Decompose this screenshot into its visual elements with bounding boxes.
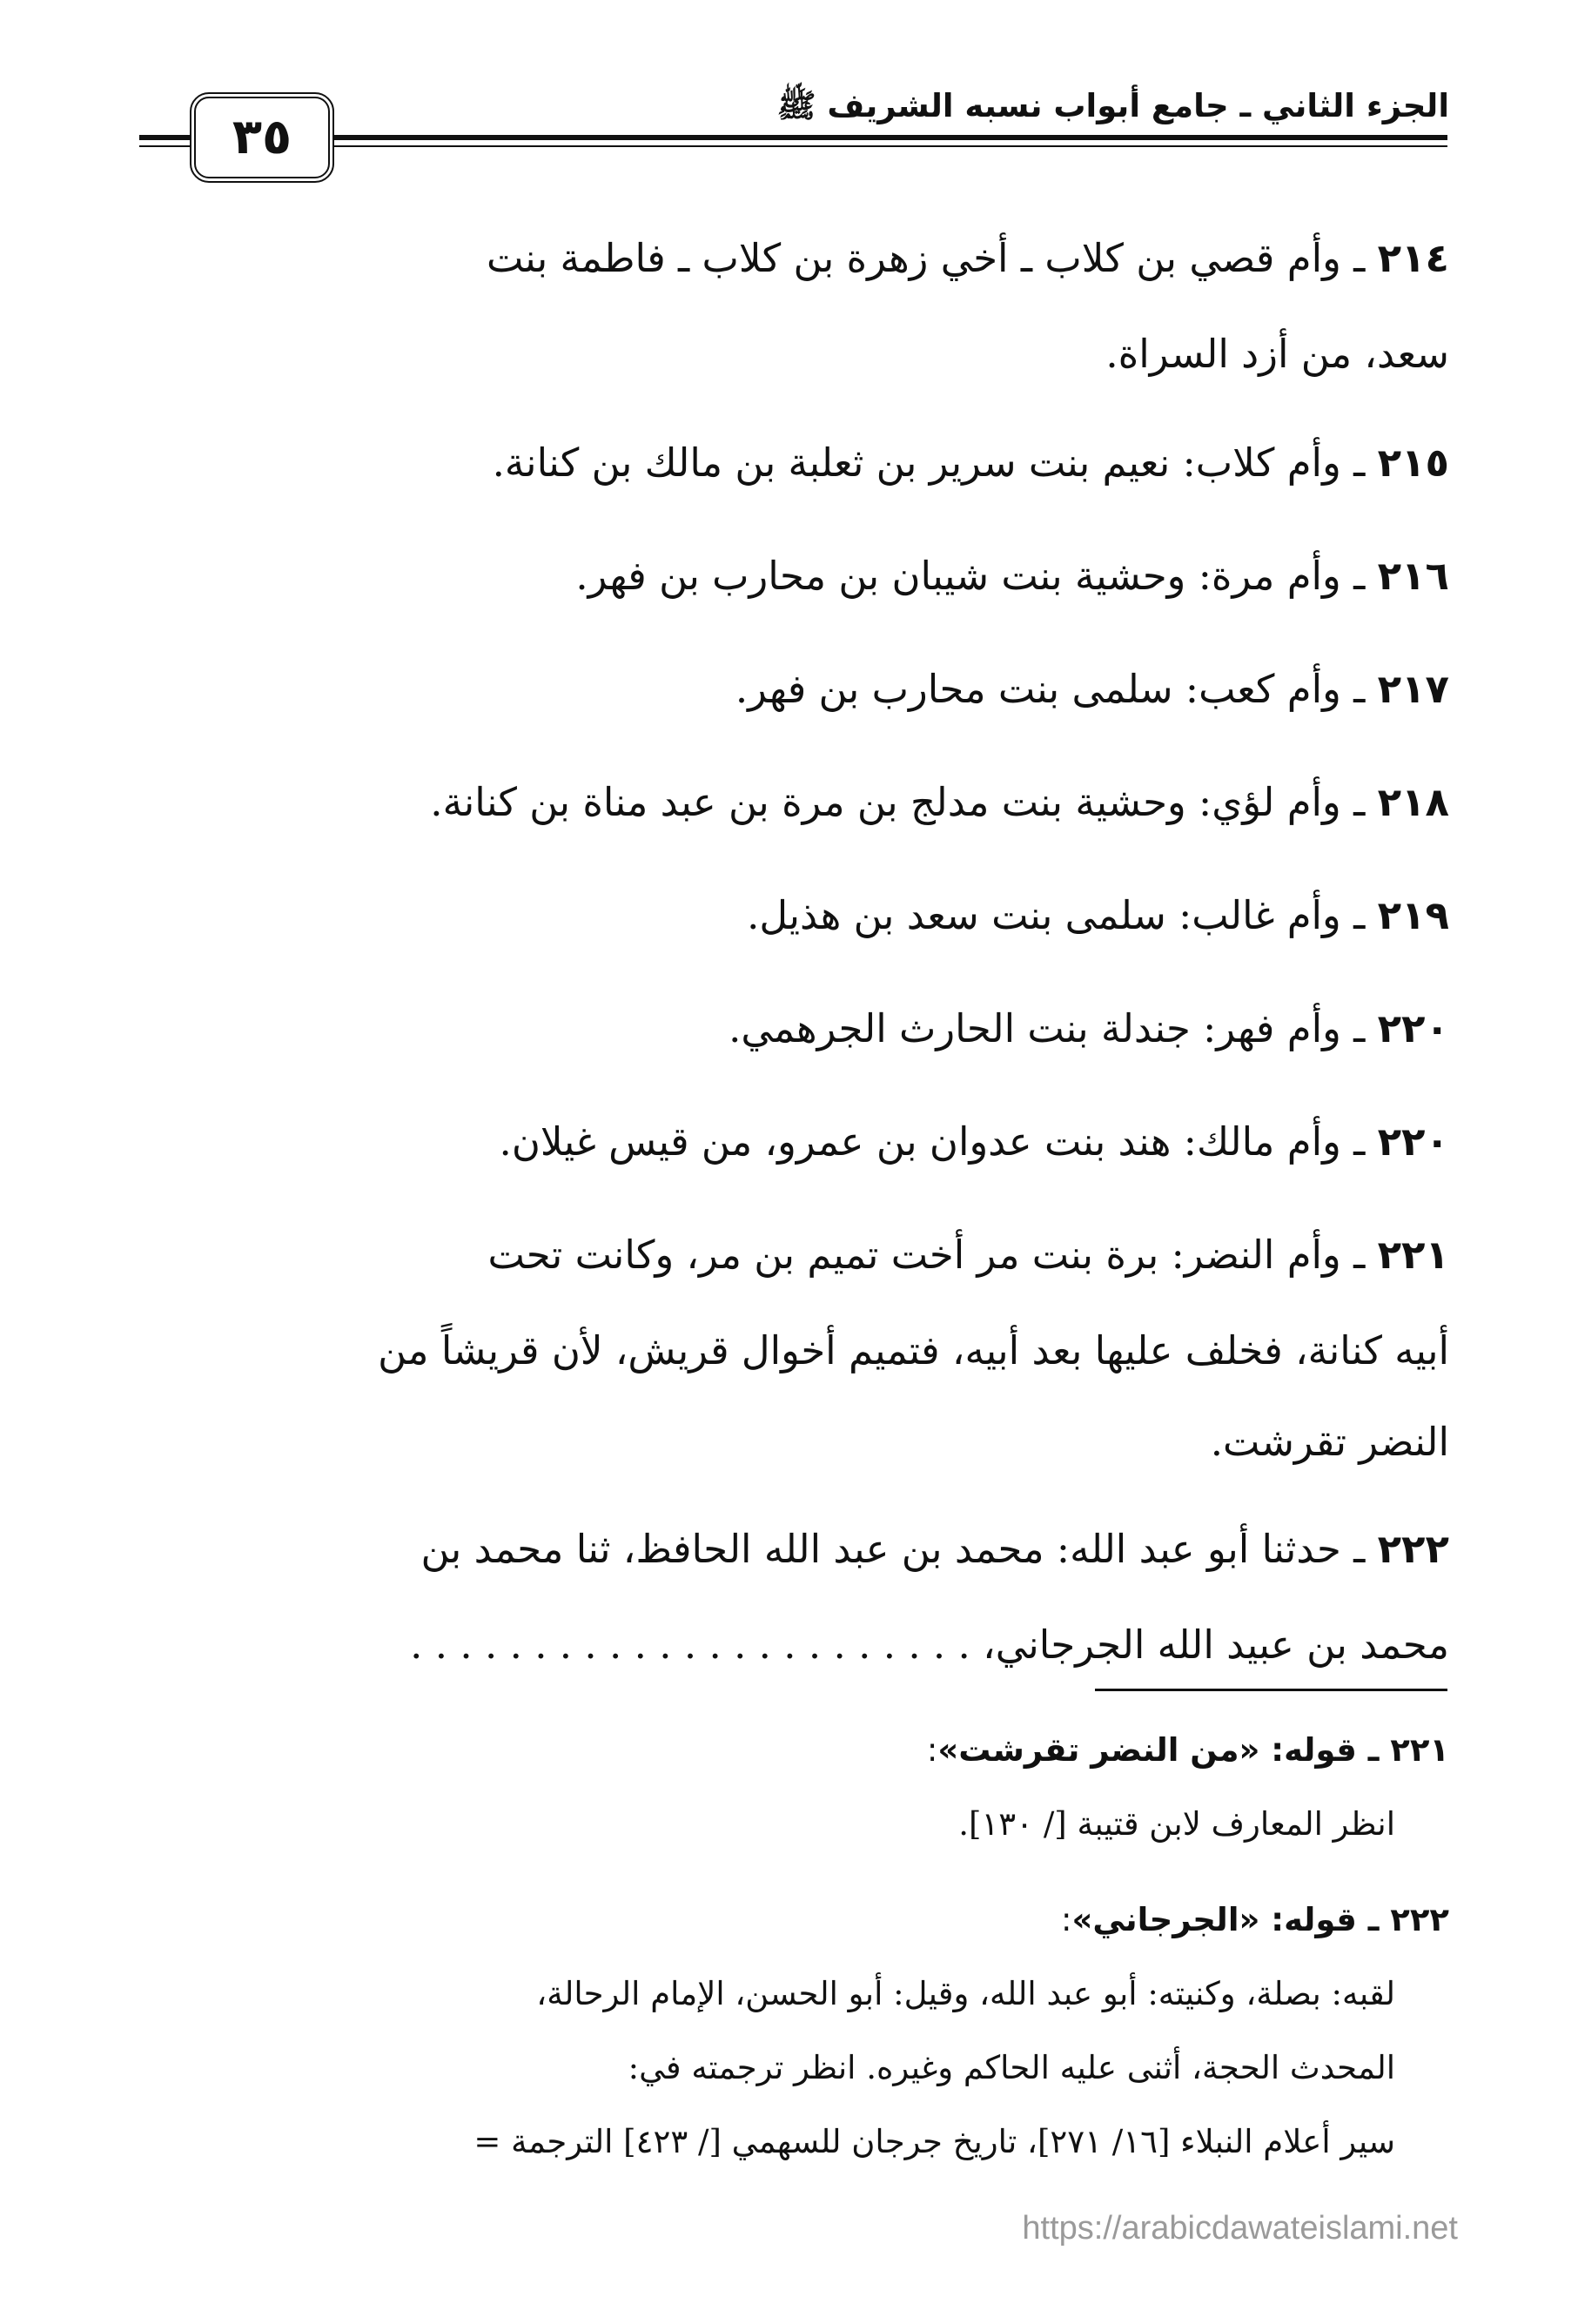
entry-number: ٢٢٠	[1377, 1005, 1449, 1051]
footnote-221-body	[958, 1799, 1395, 1850]
entry-number: ٢١٦	[1377, 553, 1449, 599]
entry-number: ٢٢١	[1377, 1232, 1449, 1278]
paragraph-218	[430, 772, 1449, 833]
line-text: ـ وأم كلاب: نعيم بنت سرير بن ثعلبة بن مالك بن كنانة.	[492, 440, 1378, 486]
header-rule-thick	[139, 135, 1447, 140]
paragraph-216	[575, 546, 1449, 607]
page-number-frame	[190, 92, 334, 183]
paragraph-222-line-2	[410, 1615, 1449, 1676]
footnote-text: :	[926, 1731, 938, 1769]
paragraph-221-line-3	[1211, 1412, 1449, 1473]
footnote-221-heading	[927, 1725, 1449, 1776]
line-text: محمد بن عبيد الله الجرجاني،	[970, 1622, 1449, 1668]
watermark-url: https://arabicdawateislami.net	[1022, 2210, 1458, 2247]
running-title: الجزء الثاني ـ جامع أبواب نسبه الشريف ﷺ	[776, 87, 1449, 124]
footnote-label: ٢٢١ ـ قوله: «من النضر تقرشت»	[937, 1731, 1449, 1769]
entry-number: ٢١٩	[1377, 892, 1449, 938]
footnote-separator	[1095, 1689, 1447, 1691]
line-text: النضر تقرشت.	[1210, 1419, 1449, 1465]
line-text: ـ وأم مرة: وحشية بنت شيبان بن محارب بن فهر.	[575, 553, 1378, 599]
line-text: ـ وأم مالك: هند بنت عدوان بن عمرو، من قيس غيلان.	[499, 1118, 1378, 1165]
paragraph-219	[747, 885, 1449, 946]
entry-number: ٢٢٢	[1377, 1526, 1449, 1572]
page-number: ٣٥	[232, 109, 292, 165]
line-text: ـ وأم لؤي: وحشية بنت مدلج بن مرة بن عبد مناة بن كنانة.	[430, 779, 1378, 825]
entry-number: ٢٢٠	[1377, 1118, 1449, 1165]
continuation-dots: . . . . . . . . . . . . . . . . . . . . . . .	[410, 1622, 970, 1668]
entry-number: ٢١٧	[1377, 666, 1449, 712]
line-text: ـ وأم النضر: برة بنت مر أخت تميم بن مر، وكانت تحت	[487, 1232, 1378, 1278]
line-text: أبيه كنانة، فخلف عليها بعد أبيه، فتميم أخوال قريش، لأن قريشاً من	[378, 1327, 1449, 1374]
footnote-222-line-2	[628, 2043, 1395, 2093]
footnote-label: ٢٢٢ ـ قوله: «الجرجاني»	[1071, 1901, 1449, 1938]
footnote-text: لقبه: بصلة، وكنيته: أبو عبد الله، وقيل: أبو الحسن، الإمام الرحالة،	[536, 1975, 1395, 2012]
paragraph-214-line-1	[487, 228, 1449, 289]
footnote-text: المحدث الحجة، أثنى عليه الحاكم وغيره. انظر ترجمته في:	[628, 2049, 1395, 2086]
entry-number: ٢١٤	[1377, 235, 1449, 281]
paragraph-214-line-2	[1105, 324, 1449, 385]
footnote-222-line-3	[473, 2117, 1395, 2167]
line-text: ـ وأم غالب: سلمى بنت سعد بن هذيل.	[747, 892, 1378, 938]
paragraph-220-a	[729, 998, 1449, 1059]
footnote-text: سير أعلام النبلاء [١٦/ ٢٧١]، تاريخ جرجان للسهمي [/ ٤٢٣] الترجمة =	[473, 2123, 1395, 2160]
entry-number: ٢١٨	[1377, 779, 1449, 825]
paragraph-221-line-1	[488, 1225, 1449, 1286]
paragraph-222-line-1	[421, 1519, 1449, 1580]
line-text: ـ وأم فهر: جندلة بنت الحارث الجرهمي.	[729, 1005, 1378, 1051]
footnote-text: :	[1060, 1901, 1072, 1938]
paragraph-220-b	[500, 1112, 1449, 1172]
paragraph-217	[735, 659, 1449, 720]
footnote-222-heading	[1061, 1895, 1449, 1945]
line-text: ـ وأم قصي بن كلاب ـ أخي زهرة بن كلاب ـ فاطمة بنت	[486, 235, 1378, 281]
line-text: ـ حدثنا أبو عبد الله: محمد بن عبد الله الحافظ، ثنا محمد بن	[420, 1526, 1378, 1572]
entry-number: ٢١٥	[1377, 440, 1449, 486]
paragraph-221-line-2	[378, 1320, 1449, 1381]
footnote-222-line-1	[536, 1969, 1395, 2019]
line-text: ـ وأم كعب: سلمى بنت محارب بن فهر.	[735, 666, 1378, 712]
line-text: سعد، من أزد السراة.	[1105, 331, 1449, 377]
header-rule-thin	[139, 145, 1447, 147]
footnote-text: انظر المعارف لابن قتيبة [/ ١٣٠].	[958, 1805, 1395, 1843]
paragraph-215	[493, 433, 1449, 494]
